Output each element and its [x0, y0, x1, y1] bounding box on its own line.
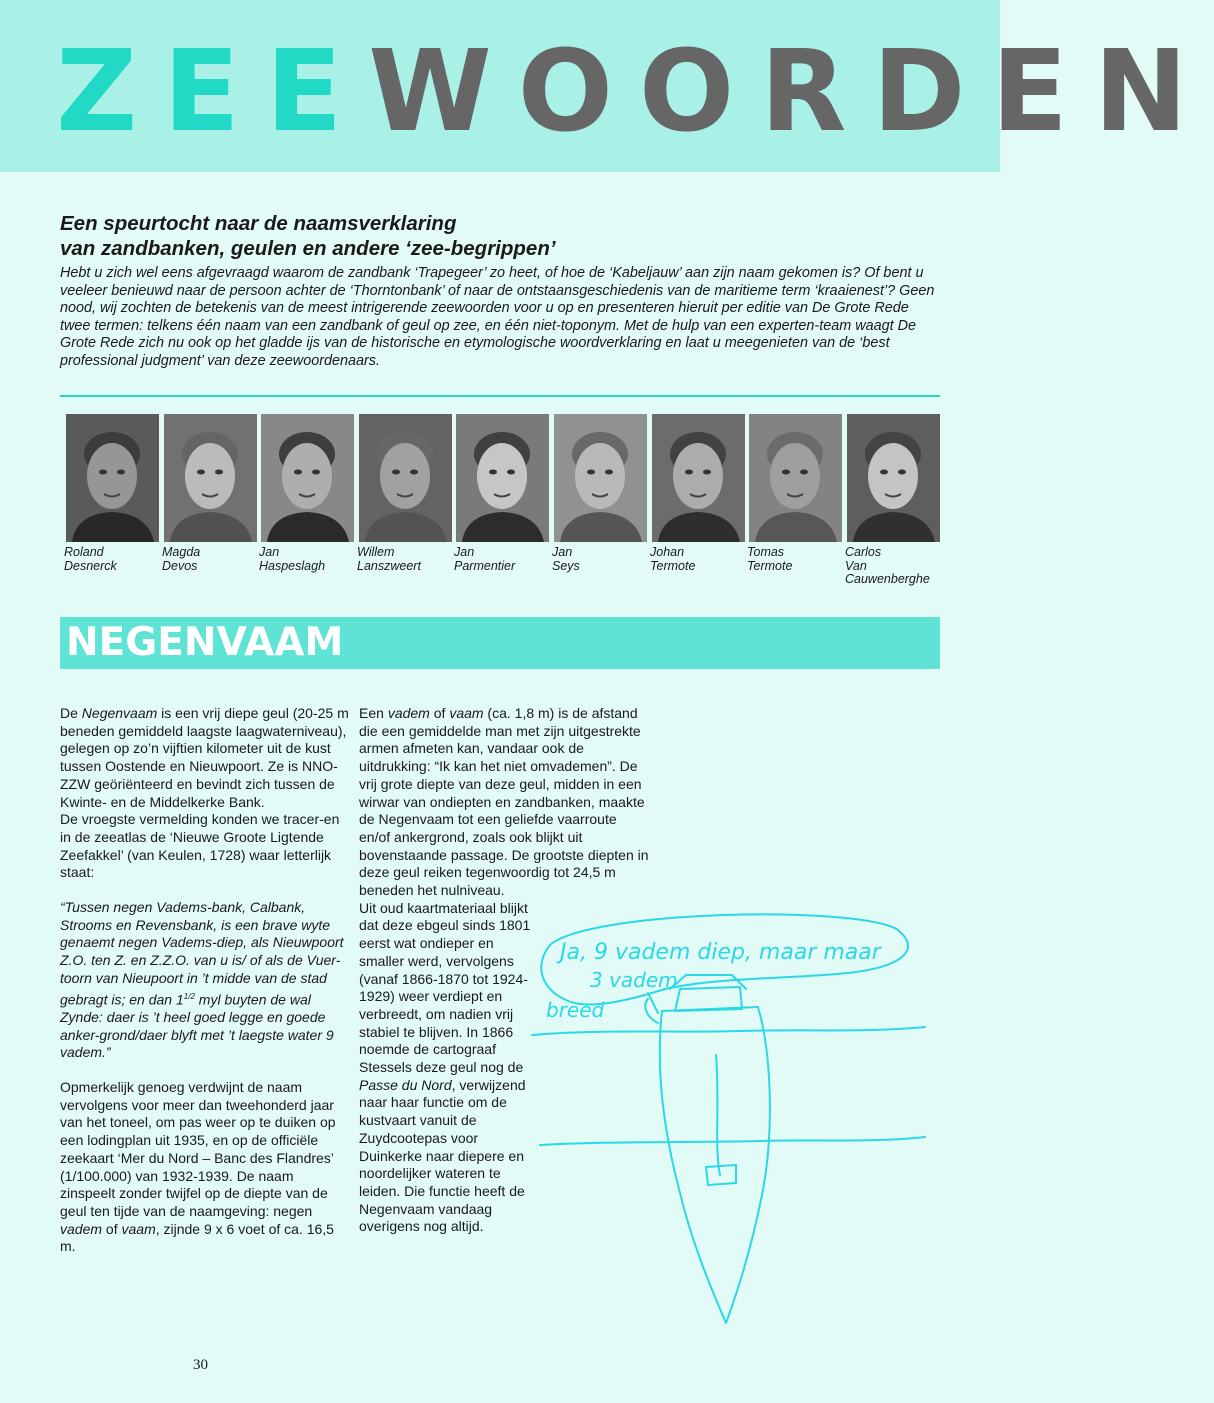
term: vadem	[387, 705, 430, 721]
expert-name	[552, 546, 648, 573]
expert-name-first: Magda	[162, 545, 201, 559]
term: vaam	[121, 1220, 156, 1237]
expert-name	[259, 546, 355, 573]
title-zee: ZEE	[56, 27, 369, 157]
section-title: NEGENVAAM	[66, 620, 344, 665]
expert-name	[162, 546, 258, 573]
article-column-left	[60, 705, 352, 1256]
term: vadem	[60, 1220, 103, 1237]
portrait-photo	[749, 414, 842, 542]
subtitle-line-1: Een speurtocht naar de naamsverklaring	[60, 212, 457, 235]
expert-name-last: Van	[845, 558, 867, 573]
expert-name-first: Jan	[552, 545, 573, 559]
expert-name-last: Termote	[747, 558, 793, 573]
speech-tail	[648, 993, 658, 1013]
text-run: Een	[359, 705, 388, 721]
expert-name	[747, 546, 843, 573]
intro-paragraph: Hebt u zich wel eens afgevraagd waarom de zandbank ‘Trapegeer’ zo heet, of hoe de ‘Kabeljauw’ aan zijn naam gekomen is? Of bent u veeleer benieuwd naar de persoon achter de ‘Thorntonbank’ of naar de ontstaansgeschiedenis van de maritieme term ‘kraaienest’? Geen nood, wij zochten de betekenis van de meest intrigerende zeewoorden voor u op en presenteren hieruit per editie van De Grote Rede twee termen: telkens één naam van een zandbank of geul op zee, en één niet-toponym. Met de hulp van een experten-team waagt De Grote Rede zich nu ook op het gladde ijs van de historische en etymologische woordverklaring en laat u meegenieten van de ‘best professional judgment’ van deze zeewoordenaars.	[60, 265, 935, 369]
expert-name-last: Haspeslagh	[259, 558, 326, 573]
subtitle-line-2: van zandbanken, geulen en andere ‘zee-begrippen’	[60, 237, 556, 260]
text-run: Opmerkelijk genoeg verdwijnt de naam vervolgens voor meer dan tweehonderd jaar van het toneel, om pas weer op te duiken op een lodingplan uit 1935, en op de officiële zeekaart ‘Mer du Nord – Banc des Flandres’ (1/100.000) van 1932-1939. De naam zinspeelt zonder twijfel op de diepte van de geul ten tijde van de naamgeving: negen	[60, 1079, 336, 1219]
term: Passe du Nord	[359, 1076, 452, 1093]
expert-name-first: Johan	[650, 545, 685, 559]
text-run: is een vrij diepe geul (20-25 m beneden gemiddeld laagste laagwaterniveau), gelegen op zo’n vijftien kilometer uit de kust tussen Oostende en Nieuwpoort. Ze is NNO-ZZW geöriënteerd en bevindt zich tussen de Kwinte- en de Middelkerke Bank.	[60, 705, 349, 810]
expert-name	[64, 546, 160, 573]
subtitle	[60, 211, 620, 261]
term: vaam	[449, 705, 484, 721]
term: Negenvaam	[81, 705, 158, 721]
expert-name	[650, 546, 746, 573]
expert-name-extra: Cauwenberghe	[845, 572, 930, 586]
historical-quote	[60, 899, 352, 1062]
text-run: (ca. 1,8 m) is de afstand die een gemiddelde man met zijn uitgestrekte armen afmeten kan, vandaar ook de uitdrukking: “Ik kan het niet omvademen”. De vrij grote diepte van deze geul, midden in een wirwar van ondiepten en zandbanken, maakte de Negenvaam tot een geliefde vaarroute en/of ankergrond, zoals ook blijkt uit bovenstaande passage. De grootste diepten in deze geul reiken tegenwoordig tot 24,5 m beneden het nulniveau.	[359, 705, 649, 899]
portrait-photo	[456, 414, 549, 542]
text-run: of	[102, 1220, 122, 1237]
expert-name-first: Roland	[64, 545, 104, 559]
expert-name-first: Carlos	[845, 545, 882, 559]
water-line	[540, 1137, 925, 1145]
expert-name	[454, 546, 550, 573]
text-run: , verwijzend naar haar functie om de kustvaart vanuit de Zuydcootepas voor Duinkerke naar diepere en noordelijker wateren te leiden. Die functie heeft de Negenvaam vandaag overigens nog altijd.	[359, 1076, 526, 1235]
fraction: 1/2	[183, 991, 195, 1001]
page-title	[56, 27, 1214, 157]
expert-name-last: Parmentier	[454, 558, 516, 573]
expert-name-first: Jan	[259, 545, 280, 559]
boat-sketch	[530, 905, 930, 1325]
portrait-photo	[261, 414, 354, 542]
expert-name	[357, 546, 453, 573]
speech-text-line-3: breed	[546, 998, 605, 1022]
text-run: De	[60, 705, 82, 721]
header-banner	[0, 0, 1214, 172]
expert-name-first: Tomas	[747, 545, 785, 559]
paragraph	[359, 900, 539, 1236]
divider	[60, 395, 940, 397]
title-woorden: WOORDEN	[368, 27, 1214, 157]
speech-text-line-1: Ja, 9 vadem diep, maar maar	[560, 940, 881, 965]
text-run: Uit oud kaartmateriaal blijkt dat deze ebgeul sinds 1801 eerst wat ondieper en smaller werd, vervolgens (vanaf 1866-1870 tot 1924-1929) weer verdiept en verbreedt, om nadien vrij stabiel te blijven. In 1866 noemde de cartograaf Stessels deze geul nog de	[359, 899, 531, 1076]
expert-name-first: Jan	[454, 545, 475, 559]
boat-keel-line	[716, 1055, 720, 1175]
section-bar	[60, 617, 940, 669]
portrait-photo	[847, 414, 940, 542]
text-run: “Tussen negen Vadems-bank, Calbank, Strooms en Revensbank, is een brave wyte genaemt negen Vadems-diep, als Nieuwpoort Z.O. ten Z. en Z.Z.O. van u is/ of als de Vuer-toorn van Nieupoort in ’t midde van de stad gebragt is; en dan 1	[60, 899, 344, 1008]
expert-name-last: Desnerck	[64, 558, 117, 573]
expert-name	[845, 546, 941, 587]
portrait-photo	[66, 414, 159, 542]
portrait-photo	[652, 414, 745, 542]
expert-name-last: Termote	[650, 558, 696, 573]
text-run: of	[429, 705, 450, 721]
paragraph	[359, 705, 649, 900]
page-number: 30	[193, 1357, 208, 1373]
paragraph	[60, 1079, 352, 1256]
boat-hull	[660, 1007, 770, 1323]
portrait-photo	[554, 414, 647, 542]
portrait-photo	[164, 414, 257, 542]
paragraph: De vroegste vermelding konden we tracer-en in de zeeatlas de ‘Nieuwe Groote Ligtende Zeefakkel’ (van Keulen, 1728) waar letterlijk staat:	[60, 811, 340, 881]
text-run: , zijnde 9 x 6 voet of ca. 16,5 m.	[60, 1220, 334, 1255]
expert-name-last: Lanszweert	[357, 558, 421, 573]
text-run: myl buyten de wal Zynde: daer is ’t heel goed legge en goede anker-grond/daer blyft met ’t laegste water 9 vadem.”	[60, 991, 334, 1061]
expert-name-last: Devos	[162, 558, 198, 573]
paragraph	[60, 705, 352, 811]
expert-name-first: Willem	[357, 545, 395, 559]
portrait-photo	[359, 414, 452, 542]
water-line	[532, 1027, 925, 1035]
expert-name-last: Seys	[552, 558, 580, 573]
speech-text-line-2: 3 vadem	[590, 968, 678, 992]
